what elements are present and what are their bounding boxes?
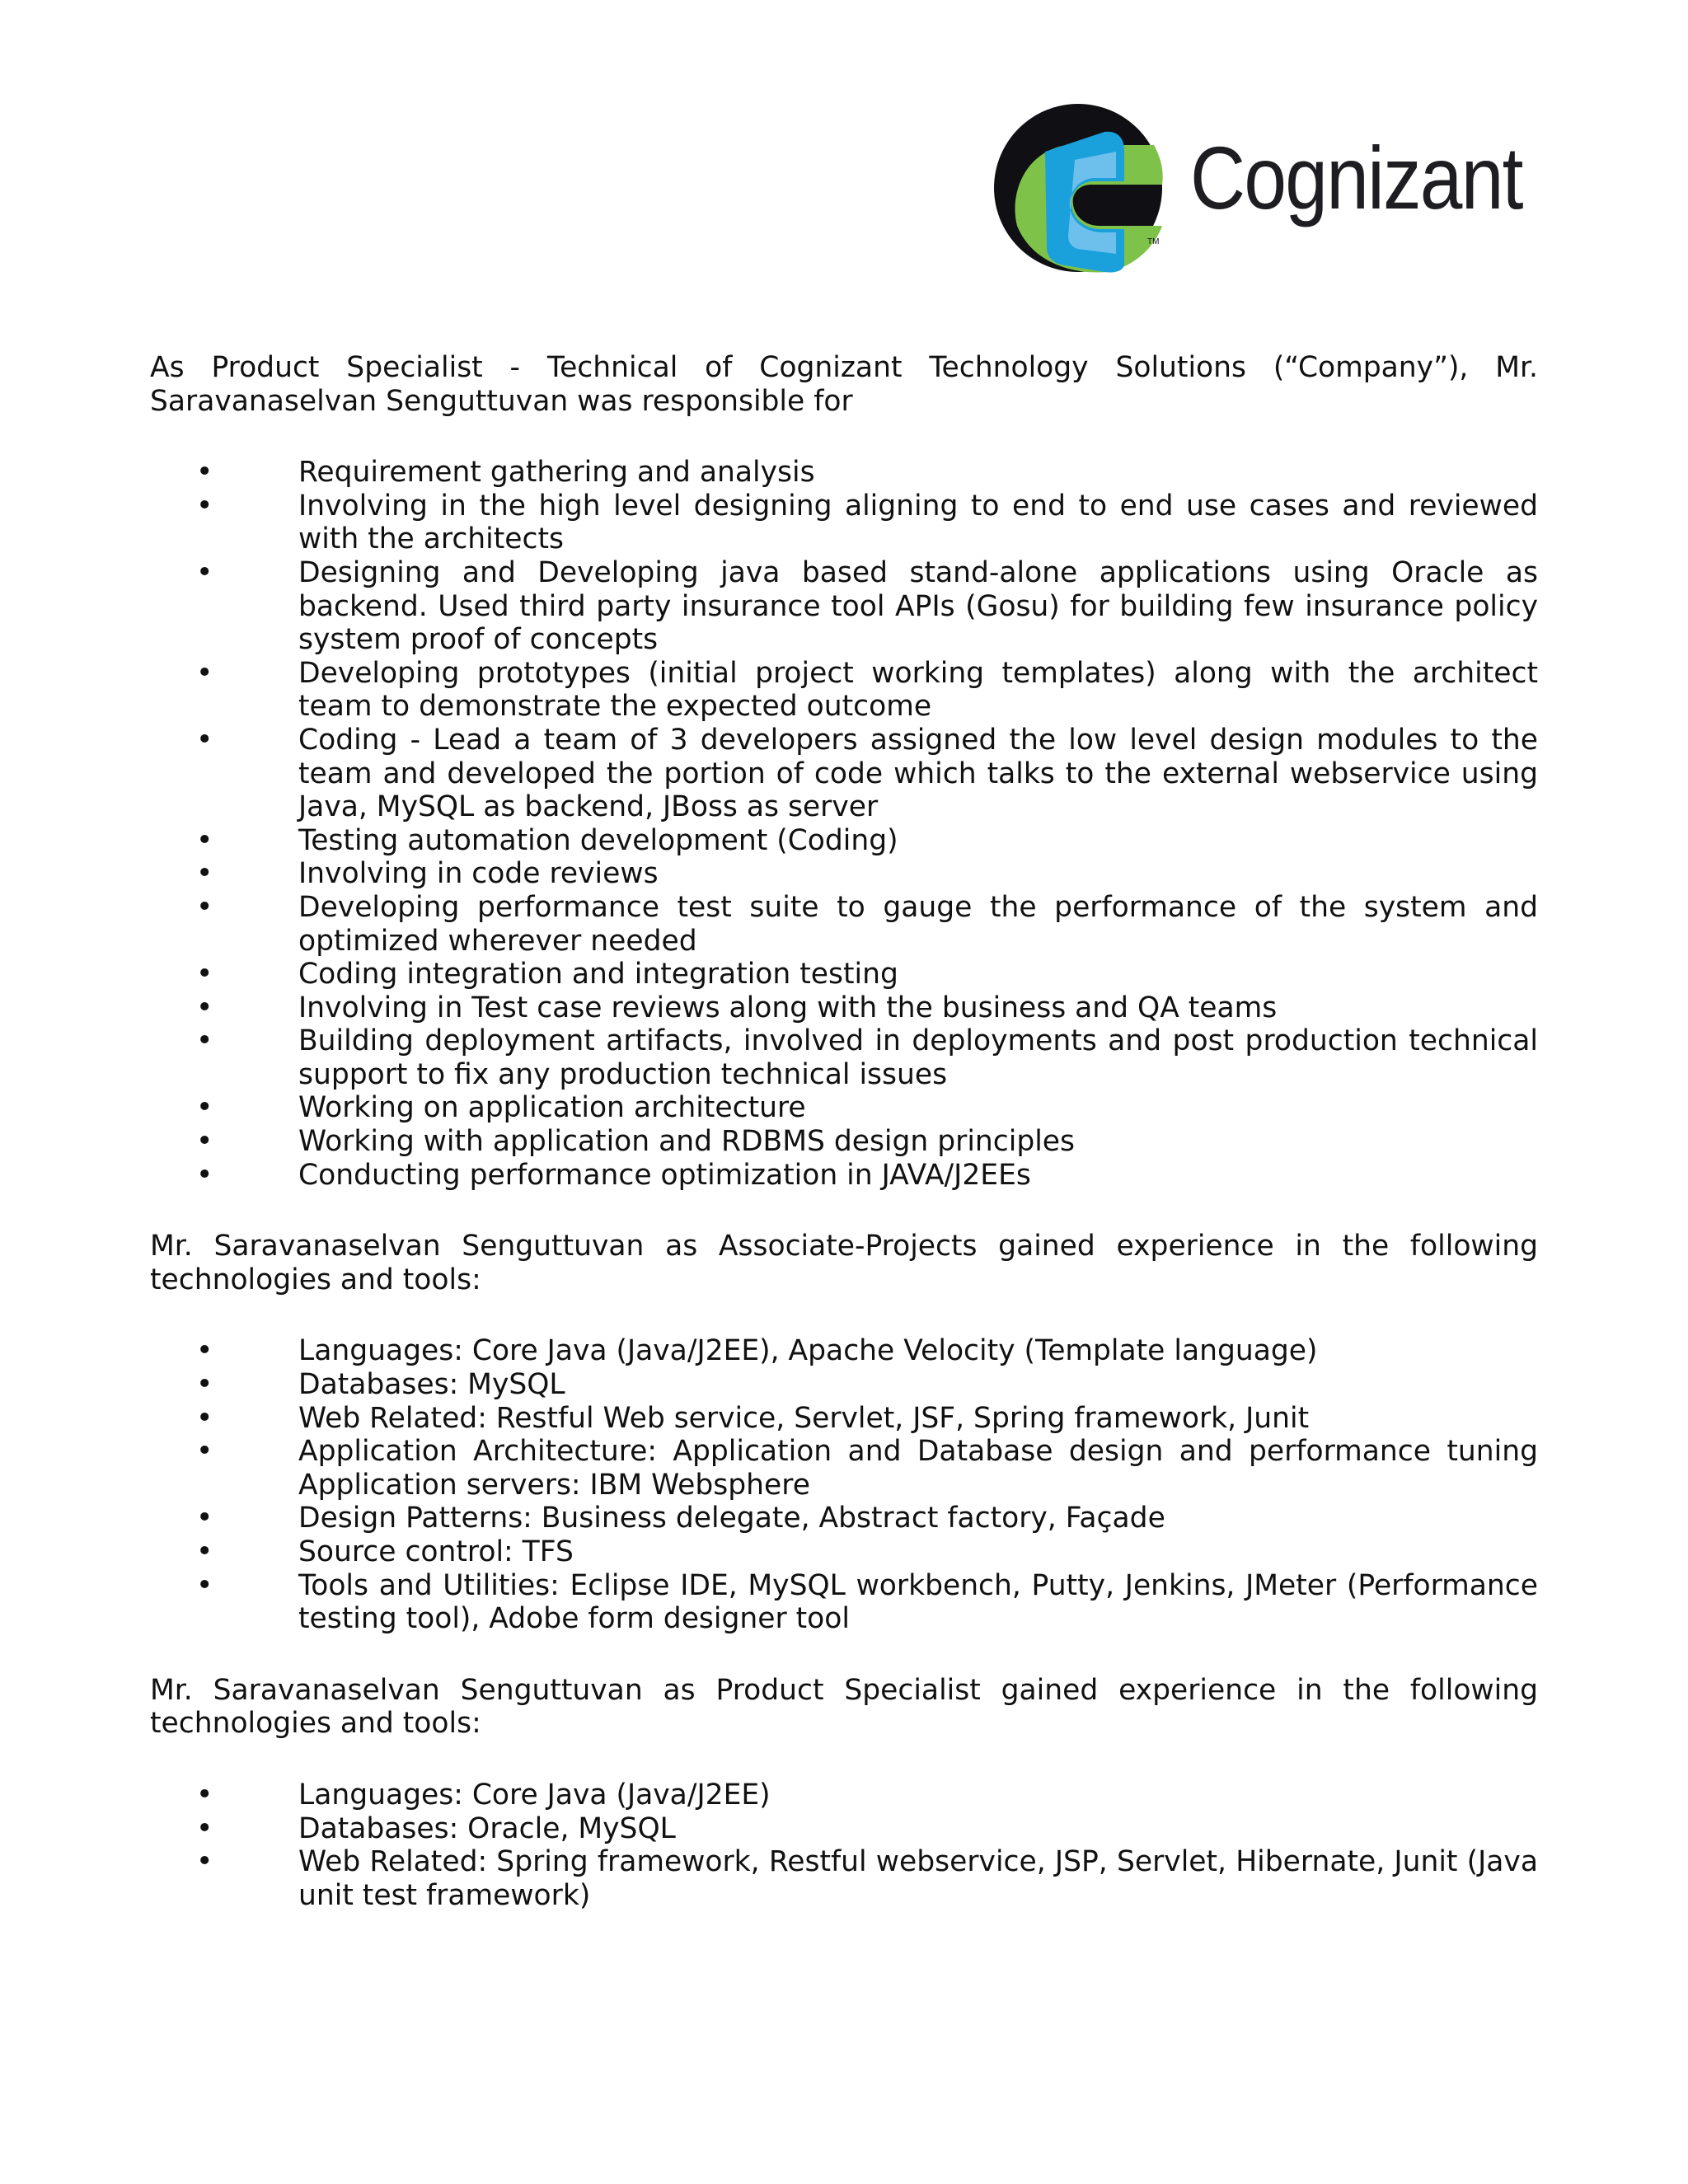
cognizant-logo (992, 102, 1553, 277)
bullet-icon: • (196, 555, 213, 589)
bullet-icon: • (196, 890, 213, 924)
list-item (150, 1024, 1538, 1091)
bullet-icon: • (196, 456, 213, 490)
list-item-text: Tools and Utilities: Eclipse IDE, MySQL workbench, Putty, Jenkins, JMeter (Performance testing tool), Adobe form designer tool (298, 1568, 1538, 1636)
list-item-text: Coding integration and integration testing (298, 958, 898, 991)
logo-wordmark: Cognizant (1190, 128, 1522, 227)
list-item-text: Working on application architecture (298, 1091, 806, 1125)
bullet-icon: • (196, 1401, 213, 1435)
list-item-text: Application Architecture: Application and Database design and performance tuning Application servers: IBM Websphere (298, 1435, 1538, 1502)
list-item (150, 556, 1538, 657)
list-item-text: Developing prototypes (initial project working templates) along with the architect team to demonstrate the expected outcome (298, 656, 1538, 724)
bullet-icon: • (196, 1535, 213, 1568)
list-item (150, 824, 1538, 858)
list-item (150, 1845, 1538, 1912)
list-item (150, 1502, 1538, 1535)
specialist-intro-paragraph: Mr. Saravanaselvan Senguttuvan as Product Specialist gained experience in the following technologies and tools: (150, 1673, 1538, 1741)
list-item-text: Involving in code reviews (298, 857, 659, 891)
list-item-text: Coding - Lead a team of 3 developers assigned the low level design modules to the team and developed the portion of code which talks to the external webservice using Java, MySQL as backend, JBoss as server (298, 723, 1538, 824)
bullet-icon: • (196, 1435, 213, 1469)
list-item (150, 456, 1538, 490)
bullet-icon: • (196, 823, 213, 857)
list-item (150, 1334, 1538, 1368)
bullet-icon: • (196, 656, 213, 690)
bullet-icon: • (196, 1811, 213, 1845)
bullet-icon: • (196, 1568, 213, 1602)
bullet-icon: • (196, 723, 213, 757)
document-body (150, 351, 1538, 1950)
list-item-text: Working with application and RDBMS design principles (298, 1125, 1076, 1159)
list-item (150, 891, 1538, 958)
bullet-icon: • (196, 489, 213, 523)
list-item-text: Testing automation development (Coding) (298, 823, 898, 857)
bullet-icon: • (196, 1845, 213, 1879)
list-item (150, 1569, 1538, 1636)
bullet-icon: • (196, 857, 213, 891)
associate-skills-list (150, 1334, 1538, 1635)
associate-intro-paragraph: Mr. Saravanaselvan Senguttuvan as Associate-Projects gained experience in the following technologies and tools: (150, 1230, 1538, 1296)
list-item-text: Requirement gathering and analysis (298, 456, 815, 490)
intro-paragraph: As Product Specialist - Technical of Cognizant Technology Solutions (“Company”), Mr. Saravanaselvan Senguttuvan was responsible for (150, 351, 1538, 418)
list-item (150, 1812, 1538, 1846)
list-item (150, 1779, 1538, 1812)
list-item-text: Developing performance test suite to gauge the performance of the system and optimized wherever needed (298, 890, 1538, 958)
bullet-icon: • (196, 1368, 213, 1402)
list-item (150, 958, 1538, 991)
list-item (150, 724, 1538, 824)
list-item (150, 1159, 1538, 1193)
trademark-mark: TM (1147, 237, 1160, 246)
bullet-icon: • (196, 1125, 213, 1159)
bullet-icon: • (196, 1024, 213, 1058)
list-item-text: Involving in the high level designing aligning to end to end use cases and reviewed with the architects (298, 489, 1538, 556)
list-item (150, 1402, 1538, 1436)
bullet-icon: • (196, 1334, 213, 1368)
bullet-icon: • (196, 1502, 213, 1535)
list-item-text: Databases: MySQL (298, 1368, 565, 1402)
list-item (150, 991, 1538, 1025)
list-item (150, 1091, 1538, 1125)
cognizant-emblem-icon (992, 102, 1174, 277)
list-item-text: Languages: Core Java (Java/J2EE) (298, 1778, 771, 1811)
list-item (150, 1368, 1538, 1402)
list-item (150, 490, 1538, 556)
list-item-text: Languages: Core Java (Java/J2EE), Apache Velocity (Template language) (298, 1334, 1318, 1368)
responsibilities-list (150, 456, 1538, 1192)
list-item (150, 1535, 1538, 1569)
list-item-text: Design Patterns: Business delegate, Abstract factory, Façade (298, 1502, 1165, 1535)
bullet-icon: • (196, 1158, 213, 1192)
list-item-text: Designing and Developing java based stand-alone applications using Oracle as backend. Used third party insurance tool APIs (Gosu) for building few insurance policy system proof of concepts (298, 555, 1538, 657)
list-item-text: Databases: Oracle, MySQL (298, 1811, 676, 1845)
list-item-text: Web Related: Spring framework, Restful webservice, JSP, Servlet, Hibernate, Junit (Java unit test framework) (298, 1845, 1538, 1912)
list-item-text: Web Related: Restful Web service, Servlet, JSF, Spring framework, Junit (298, 1401, 1310, 1435)
list-item (150, 1125, 1538, 1159)
list-item-text: Involving in Test case reviews along with the business and QA teams (298, 991, 1278, 1024)
bullet-icon: • (196, 1778, 213, 1811)
list-item-text: Conducting performance optimization in JAVA/J2EEs (298, 1158, 1031, 1192)
list-item (150, 857, 1538, 891)
list-item (150, 1435, 1538, 1502)
bullet-icon: • (196, 1091, 213, 1125)
specialist-skills-list (150, 1779, 1538, 1912)
list-item-text: Building deployment artifacts, involved in deployments and post production technical support to fix any production technical issues (298, 1024, 1538, 1091)
bullet-icon: • (196, 991, 213, 1024)
bullet-icon: • (196, 958, 213, 991)
list-item (150, 657, 1538, 724)
list-item-text: Source control: TFS (298, 1535, 574, 1568)
